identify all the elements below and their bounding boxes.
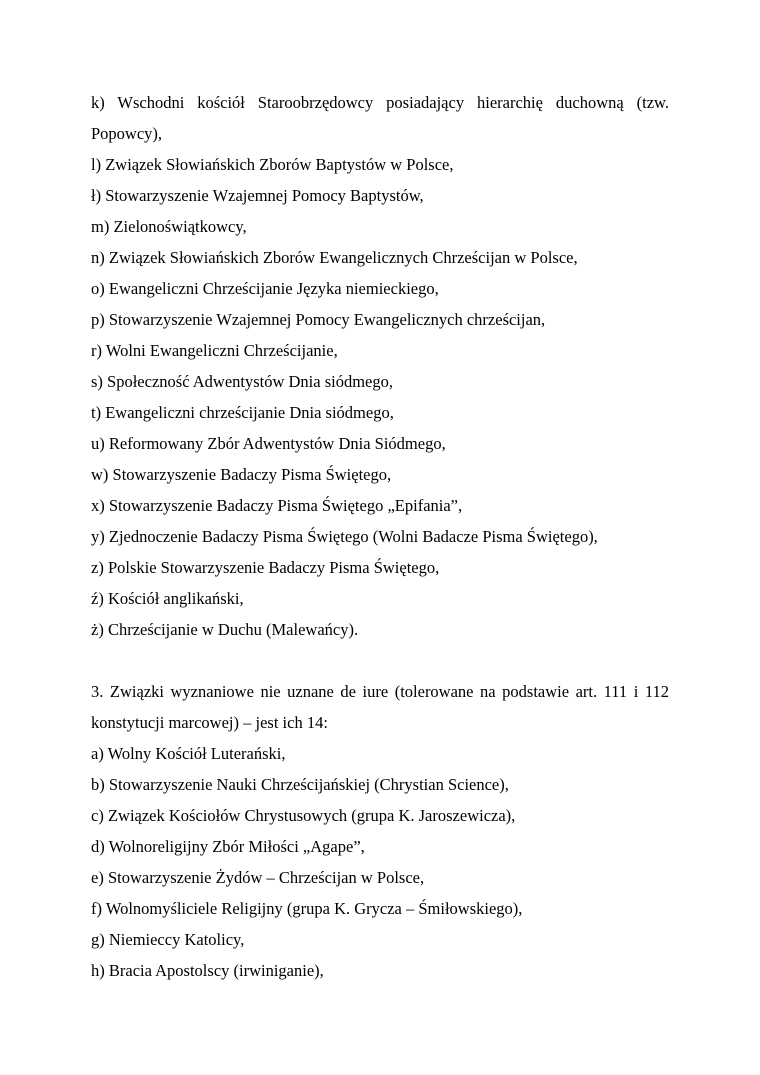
list-item-z-dot: ż) Chrześcijanie w Duchu (Malewańcy). xyxy=(91,620,359,639)
section-3-item-e: e) Stowarzyszenie Żydów – Chrześcijan w Polsce, xyxy=(91,868,425,887)
list-item-l-stroke: ł) Stowarzyszenie Wzajemnej Pomocy Baptystów, xyxy=(91,186,424,205)
list-item-l: l) Związek Słowiańskich Zborów Baptystów w Polsce, xyxy=(91,155,454,174)
list-item-k: k) Wschodni kościół Staroobrzędowcy posiadający hierarchię duchowną (tzw. Popowcy), xyxy=(91,93,669,143)
list-item-z-acute: ź) Kościół anglikański, xyxy=(91,589,244,608)
section-3-heading: 3. Związki wyznaniowe nie uznane de iure (tolerowane na podstawie art. 111 i 112 konstytucji marcowej) – jest ich 14: xyxy=(91,682,669,732)
list-item-z: z) Polskie Stowarzyszenie Badaczy Pisma Świętego, xyxy=(91,558,440,577)
paragraph-spacer xyxy=(91,645,669,676)
section-3-item-d: d) Wolnoreligijny Zbór Miłości „Agape”, xyxy=(91,837,365,856)
list-item-m: m) Zielonoświątkowcy, xyxy=(91,217,247,236)
section-3-item-b: b) Stowarzyszenie Nauki Chrześcijańskiej (Chrystian Science), xyxy=(91,775,509,794)
list-item-p: p) Stowarzyszenie Wzajemnej Pomocy Ewangelicznych chrześcijan, xyxy=(91,310,546,329)
list-item-w: w) Stowarzyszenie Badaczy Pisma Świętego, xyxy=(91,465,392,484)
section-3-item-g: g) Niemieccy Katolicy, xyxy=(91,930,245,949)
list-item-n: n) Związek Słowiańskich Zborów Ewangelicznych Chrześcijan w Polsce, xyxy=(91,248,578,267)
list-item-y: y) Zjednoczenie Badaczy Pisma Świętego (Wolni Badacze Pisma Świętego), xyxy=(91,527,598,546)
list-item-t: t) Ewangeliczni chrześcijanie Dnia siódmego, xyxy=(91,403,394,422)
section-3-item-h: h) Bracia Apostolscy (irwiniganie), xyxy=(91,961,324,980)
list-item-x: x) Stowarzyszenie Badaczy Pisma Świętego „Epifania”, xyxy=(91,496,463,515)
section-3-item-f: f) Wolnomyśliciele Religijny (grupa K. Grycza – Śmiłowskiego), xyxy=(91,899,523,918)
list-item-s: s) Społeczność Adwentystów Dnia siódmego, xyxy=(91,372,394,391)
page-body-text xyxy=(91,87,669,986)
section-3-item-a: a) Wolny Kościół Luterański, xyxy=(91,744,286,763)
list-item-o: o) Ewangeliczni Chrześcijanie Języka niemieckiego, xyxy=(91,279,439,298)
list-item-r: r) Wolni Ewangeliczni Chrześcijanie, xyxy=(91,341,338,360)
section-3-item-c: c) Związek Kościołów Chrystusowych (grupa K. Jaroszewicza), xyxy=(91,806,516,825)
list-item-u: u) Reformowany Zbór Adwentystów Dnia Siódmego, xyxy=(91,434,446,453)
